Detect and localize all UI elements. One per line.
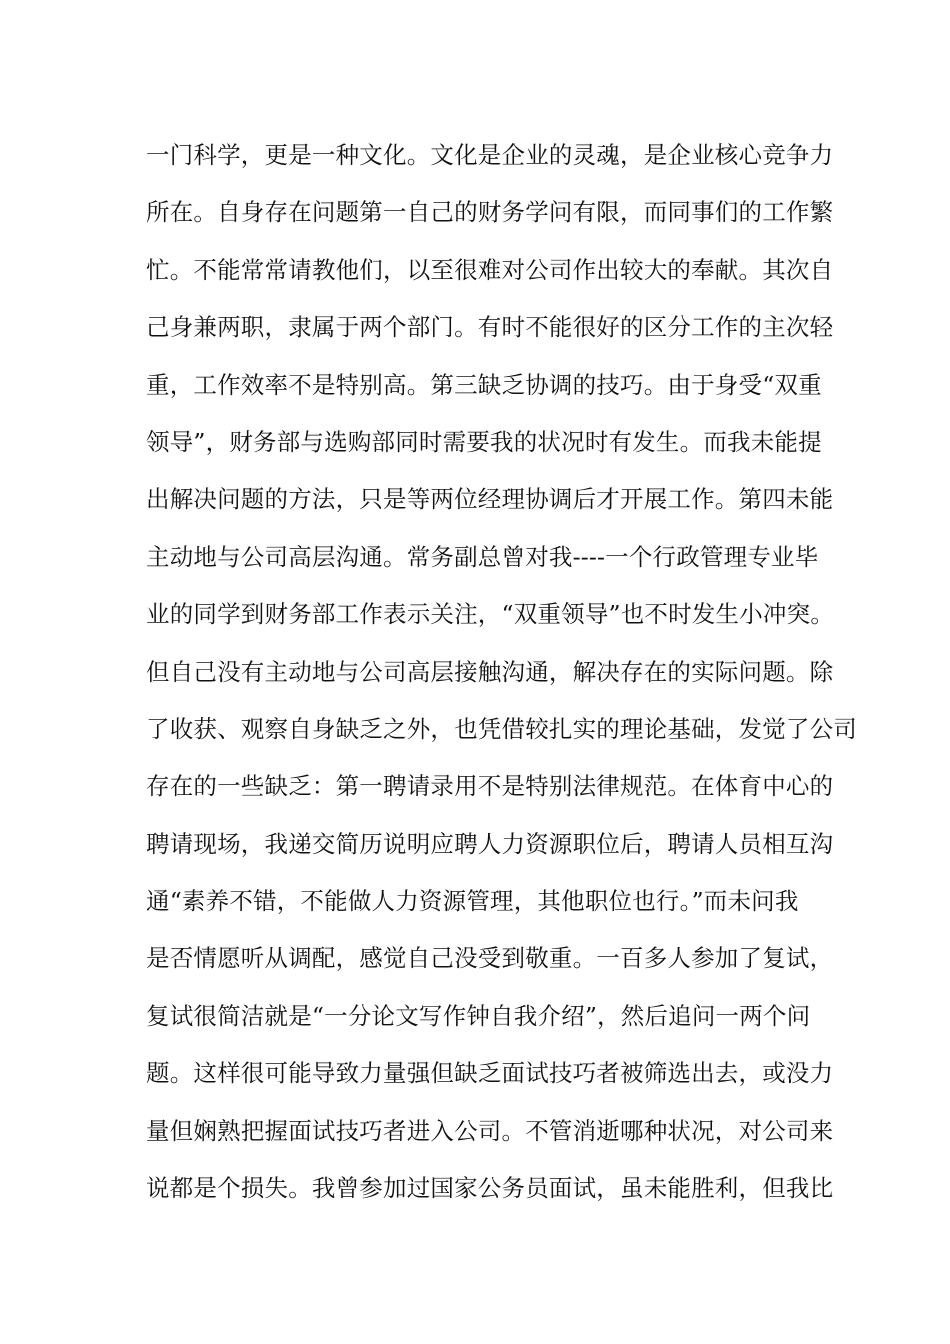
body-text	[146, 127, 857, 1217]
text-line: 领导”，财务部与选购部同时需要我的状况时有发生。而我未能提	[146, 427, 822, 456]
text-line: 题。这样很可能导致力量强但缺乏面试技巧者被筛选出去，或没力	[146, 1059, 834, 1088]
text-line: 通“素养不错，不能做人力资源管理，其他职位也行。”而未问我	[146, 887, 799, 916]
text-line: 但自己没有主动地与公司高层接触沟通，解决存在的实际问题。除	[146, 657, 834, 686]
text-line: 忙。不能常常请教他们，以至很难对公司作出较大的奉献。其次自	[146, 255, 834, 284]
text-line: 存在的一些缺乏：第一聘请录用不是特别法律规范。在体育中心的	[146, 772, 834, 801]
text-line: 复试很简洁就是“一分论文写作钟自我介绍”，然后追问一两个问	[146, 1001, 811, 1030]
text-line: 己身兼两职，隶属于两个部门。有时不能很好的区分工作的主次轻	[146, 313, 834, 342]
text-line: 业的同学到财务部工作表示关注，“双重领导”也不时发生小冲突。	[146, 600, 835, 629]
text-line: 聘请现场，我递交简历说明应聘人力资源职位后，聘请人员相互沟	[146, 829, 834, 858]
text-line: 主动地与公司高层沟通。常务副总曾对我----一个行政管理专业毕	[146, 542, 819, 571]
text-line: 是否情愿听从调配，感觉自己没受到敬重。一百多人参加了复试，	[146, 944, 834, 973]
text-line: 一门科学，更是一种文化。文化是企业的灵魂，是企业核心竞争力	[146, 141, 834, 169]
text-line: 所在。自身存在问题第一自己的财务学问有限，而同事们的工作繁	[146, 198, 834, 227]
text-line: 了收获、观察自身缺乏之外，也凭借较扎实的理论基础，发觉了公司	[146, 714, 857, 743]
text-line: 说都是个损失。我曾参加过国家公务员面试，虽未能胜利，但我比	[146, 1174, 834, 1203]
text-line: 量但娴熟把握面试技巧者进入公司。不管消逝哪种状况，对公司来	[146, 1116, 834, 1145]
text-line: 出解决问题的方法，只是等两位经理协调后才开展工作。第四未能	[146, 485, 834, 514]
text-line: 重，工作效率不是特别高。第三缺乏协调的技巧。由于身受“双重	[146, 370, 822, 399]
